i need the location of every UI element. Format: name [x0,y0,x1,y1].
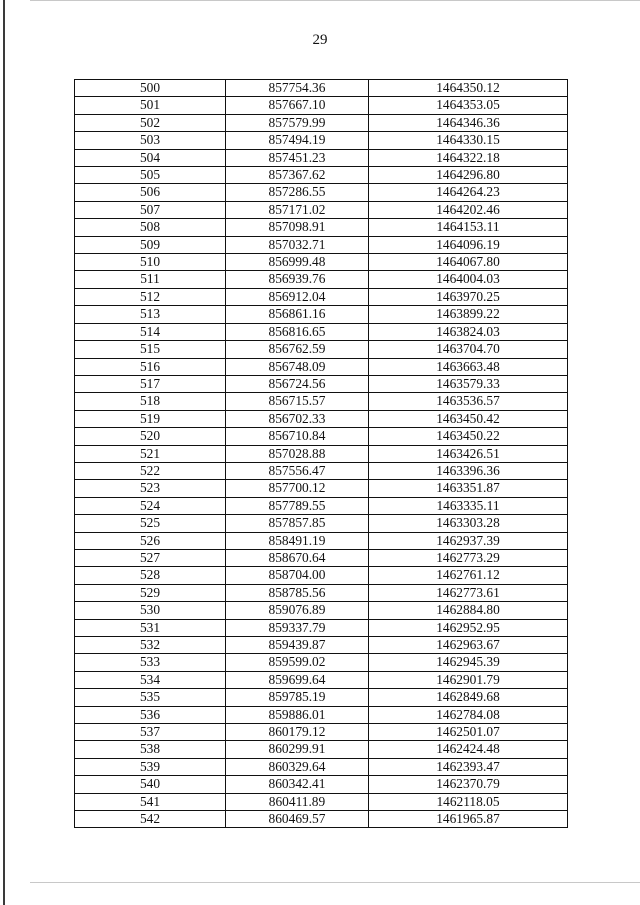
y-coordinate-cell: 1464322.18 [369,149,568,166]
table-row [75,445,568,462]
y-coordinate-cell: 1462963.67 [369,637,568,654]
table-row [75,758,568,775]
y-coordinate-cell: 1464004.03 [369,271,568,288]
point-number-cell: 527 [75,549,226,566]
point-number-cell: 519 [75,410,226,427]
x-coordinate-cell: 857579.99 [226,114,369,131]
x-coordinate-cell: 860299.91 [226,741,369,758]
y-coordinate-cell: 1463450.42 [369,410,568,427]
table-row [75,584,568,601]
table-row [75,741,568,758]
point-number-cell: 516 [75,358,226,375]
table-row [75,323,568,340]
x-coordinate-cell: 856710.84 [226,428,369,445]
x-coordinate-cell: 856939.76 [226,271,369,288]
y-coordinate-cell: 1464096.19 [369,236,568,253]
x-coordinate-cell: 859785.19 [226,689,369,706]
x-coordinate-cell: 857494.19 [226,132,369,149]
point-number-cell: 513 [75,306,226,323]
table-row [75,184,568,201]
y-coordinate-cell: 1464153.11 [369,219,568,236]
scan-edge-top [30,0,640,1]
table-row [75,497,568,514]
x-coordinate-cell: 857857.85 [226,515,369,532]
x-coordinate-cell: 860469.57 [226,811,369,828]
y-coordinate-cell: 1464202.46 [369,201,568,218]
table-row [75,532,568,549]
table-row [75,393,568,410]
y-coordinate-cell: 1463426.51 [369,445,568,462]
table-row [75,706,568,723]
table-row [75,201,568,218]
point-number-cell: 503 [75,132,226,149]
y-coordinate-cell: 1462424.48 [369,741,568,758]
x-coordinate-cell: 860329.64 [226,758,369,775]
table-row [75,410,568,427]
table-row [75,271,568,288]
x-coordinate-cell: 856816.65 [226,323,369,340]
x-coordinate-cell: 856724.56 [226,375,369,392]
x-coordinate-cell: 857556.47 [226,462,369,479]
table-row [75,114,568,131]
y-coordinate-cell: 1462393.47 [369,758,568,775]
x-coordinate-cell: 857451.23 [226,149,369,166]
point-number-cell: 512 [75,288,226,305]
table-row [75,167,568,184]
point-number-cell: 521 [75,445,226,462]
table-row [75,619,568,636]
y-coordinate-cell: 1462773.61 [369,584,568,601]
point-number-cell: 540 [75,776,226,793]
x-coordinate-cell: 857754.36 [226,80,369,97]
table-row [75,567,568,584]
y-coordinate-cell: 1464350.12 [369,80,568,97]
x-coordinate-cell: 857098.91 [226,219,369,236]
point-number-cell: 537 [75,724,226,741]
x-coordinate-cell: 856762.59 [226,341,369,358]
y-coordinate-cell: 1463450.22 [369,428,568,445]
scan-edge-bottom [30,882,640,883]
table-row [75,724,568,741]
point-number-cell: 524 [75,497,226,514]
y-coordinate-cell: 1462945.39 [369,654,568,671]
x-coordinate-cell: 856702.33 [226,410,369,427]
y-coordinate-cell: 1463663.48 [369,358,568,375]
table-row [75,132,568,149]
y-coordinate-cell: 1462901.79 [369,671,568,688]
point-number-cell: 509 [75,236,226,253]
x-coordinate-cell: 860411.89 [226,793,369,810]
y-coordinate-cell: 1464353.05 [369,97,568,114]
y-coordinate-cell: 1462501.07 [369,724,568,741]
point-number-cell: 510 [75,254,226,271]
y-coordinate-cell: 1462761.12 [369,567,568,584]
point-number-cell: 515 [75,341,226,358]
y-coordinate-cell: 1464346.36 [369,114,568,131]
point-number-cell: 507 [75,201,226,218]
y-coordinate-cell: 1463335.11 [369,497,568,514]
point-number-cell: 535 [75,689,226,706]
table-row [75,637,568,654]
point-number-cell: 522 [75,462,226,479]
table-row [75,149,568,166]
coordinates-table [74,79,568,828]
x-coordinate-cell: 858491.19 [226,532,369,549]
y-coordinate-cell: 1463303.28 [369,515,568,532]
table-row [75,602,568,619]
y-coordinate-cell: 1464067.80 [369,254,568,271]
point-number-cell: 542 [75,811,226,828]
point-number-cell: 504 [75,149,226,166]
point-number-cell: 536 [75,706,226,723]
point-number-cell: 518 [75,393,226,410]
point-number-cell: 532 [75,637,226,654]
point-number-cell: 529 [75,584,226,601]
y-coordinate-cell: 1464330.15 [369,132,568,149]
x-coordinate-cell: 857367.62 [226,167,369,184]
point-number-cell: 530 [75,602,226,619]
point-number-cell: 508 [75,219,226,236]
table-row [75,811,568,828]
table-row [75,306,568,323]
table-row [75,689,568,706]
y-coordinate-cell: 1463579.33 [369,375,568,392]
point-number-cell: 533 [75,654,226,671]
table-row [75,776,568,793]
point-number-cell: 506 [75,184,226,201]
y-coordinate-cell: 1462784.08 [369,706,568,723]
scan-edge-left [3,0,5,905]
y-coordinate-cell: 1464264.23 [369,184,568,201]
y-coordinate-cell: 1462773.29 [369,549,568,566]
y-coordinate-cell: 1464296.80 [369,167,568,184]
point-number-cell: 525 [75,515,226,532]
table-row [75,341,568,358]
x-coordinate-cell: 856999.48 [226,254,369,271]
table-row [75,236,568,253]
point-number-cell: 526 [75,532,226,549]
point-number-cell: 523 [75,480,226,497]
y-coordinate-cell: 1463704.70 [369,341,568,358]
table-row [75,97,568,114]
point-number-cell: 517 [75,375,226,392]
y-coordinate-cell: 1462884.80 [369,602,568,619]
x-coordinate-cell: 858785.56 [226,584,369,601]
point-number-cell: 511 [75,271,226,288]
point-number-cell: 534 [75,671,226,688]
x-coordinate-cell: 857028.88 [226,445,369,462]
table-row [75,80,568,97]
x-coordinate-cell: 857789.55 [226,497,369,514]
x-coordinate-cell: 860179.12 [226,724,369,741]
y-coordinate-cell: 1462952.95 [369,619,568,636]
x-coordinate-cell: 858704.00 [226,567,369,584]
y-coordinate-cell: 1462370.79 [369,776,568,793]
x-coordinate-cell: 856748.09 [226,358,369,375]
table-row [75,549,568,566]
y-coordinate-cell: 1463970.25 [369,288,568,305]
page-number: 29 [312,32,328,48]
table-row [75,671,568,688]
x-coordinate-cell: 859439.87 [226,637,369,654]
table-row [75,375,568,392]
x-coordinate-cell: 859599.02 [226,654,369,671]
y-coordinate-cell: 1462937.39 [369,532,568,549]
point-number-cell: 528 [75,567,226,584]
table-row [75,288,568,305]
point-number-cell: 541 [75,793,226,810]
x-coordinate-cell: 859886.01 [226,706,369,723]
table-row [75,428,568,445]
x-coordinate-cell: 857171.02 [226,201,369,218]
y-coordinate-cell: 1462849.68 [369,689,568,706]
point-number-cell: 531 [75,619,226,636]
table-row [75,219,568,236]
table-row [75,462,568,479]
table-row [75,358,568,375]
point-number-cell: 520 [75,428,226,445]
y-coordinate-cell: 1463396.36 [369,462,568,479]
x-coordinate-cell: 860342.41 [226,776,369,793]
y-coordinate-cell: 1463536.57 [369,393,568,410]
x-coordinate-cell: 856715.57 [226,393,369,410]
point-number-cell: 501 [75,97,226,114]
x-coordinate-cell: 858670.64 [226,549,369,566]
x-coordinate-cell: 856861.16 [226,306,369,323]
x-coordinate-cell: 857032.71 [226,236,369,253]
table-row [75,654,568,671]
x-coordinate-cell: 857286.55 [226,184,369,201]
x-coordinate-cell: 857700.12 [226,480,369,497]
x-coordinate-cell: 859076.89 [226,602,369,619]
x-coordinate-cell: 859699.64 [226,671,369,688]
x-coordinate-cell: 856912.04 [226,288,369,305]
point-number-cell: 514 [75,323,226,340]
y-coordinate-cell: 1461965.87 [369,811,568,828]
point-number-cell: 539 [75,758,226,775]
coordinates-table-body [75,80,568,828]
point-number-cell: 502 [75,114,226,131]
x-coordinate-cell: 859337.79 [226,619,369,636]
point-number-cell: 500 [75,80,226,97]
y-coordinate-cell: 1463351.87 [369,480,568,497]
y-coordinate-cell: 1462118.05 [369,793,568,810]
x-coordinate-cell: 857667.10 [226,97,369,114]
y-coordinate-cell: 1463899.22 [369,306,568,323]
point-number-cell: 538 [75,741,226,758]
y-coordinate-cell: 1463824.03 [369,323,568,340]
table-row [75,480,568,497]
table-row [75,254,568,271]
table-row [75,515,568,532]
point-number-cell: 505 [75,167,226,184]
table-row [75,793,568,810]
